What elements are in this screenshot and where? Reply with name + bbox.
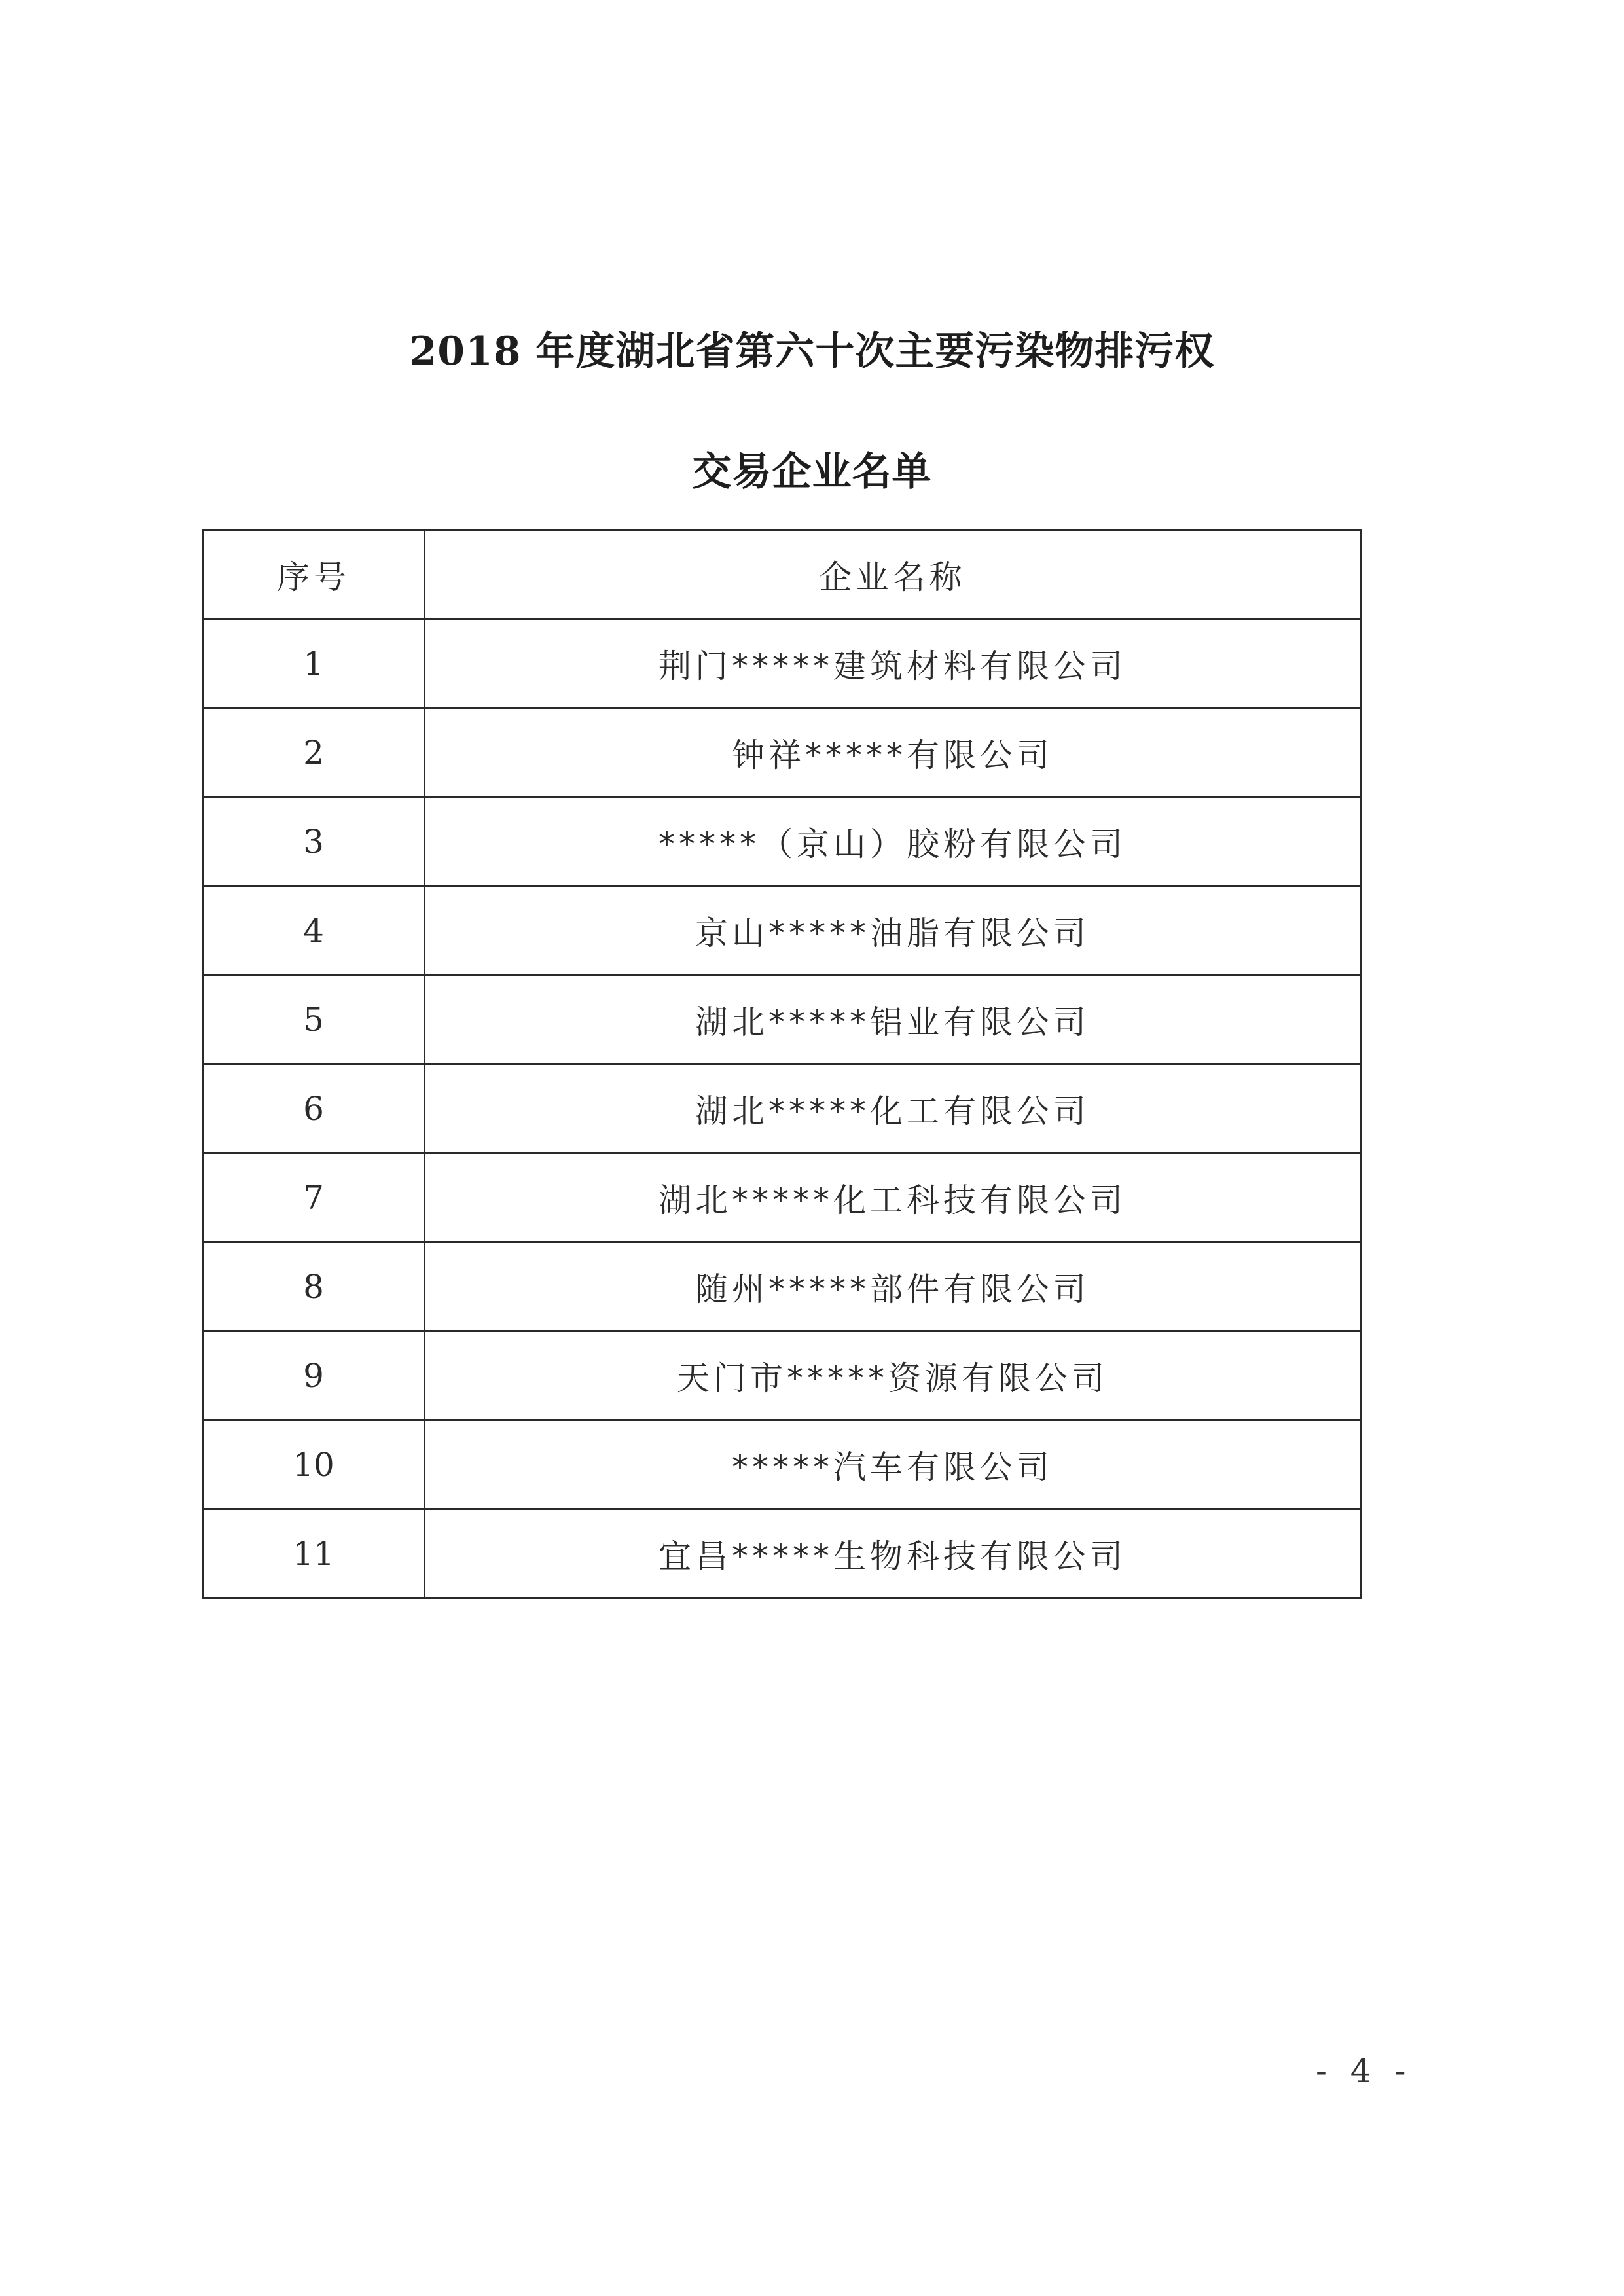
table-row — [203, 797, 1361, 886]
row-enterprise-name: 钟祥*****有限公司 — [425, 708, 1361, 797]
table-row — [203, 1242, 1361, 1331]
row-enterprise-name: 京山*****油脂有限公司 — [425, 886, 1361, 975]
row-enterprise-name: *****（京山）胶粉有限公司 — [425, 797, 1361, 886]
enterprise-list-table — [202, 529, 1362, 1599]
table-row — [203, 1064, 1361, 1153]
table-row — [203, 886, 1361, 975]
page-number: - 4 - — [1316, 2052, 1413, 2090]
row-serial-number: 3 — [203, 797, 425, 886]
row-serial-number: 6 — [203, 1064, 425, 1153]
row-enterprise-name: 随州*****部件有限公司 — [425, 1242, 1361, 1331]
row-serial-number: 4 — [203, 886, 425, 975]
table-row — [203, 1420, 1361, 1509]
row-serial-number: 10 — [203, 1420, 425, 1509]
table-row — [203, 708, 1361, 797]
table-row — [203, 1153, 1361, 1242]
table-row — [203, 1509, 1361, 1598]
row-enterprise-name: 荆门*****建筑材料有限公司 — [425, 619, 1361, 708]
row-serial-number: 11 — [203, 1509, 425, 1598]
row-serial-number: 8 — [203, 1242, 425, 1331]
row-enterprise-name: 湖北*****化工科技有限公司 — [425, 1153, 1361, 1242]
table-row — [203, 1331, 1361, 1420]
row-enterprise-name: 湖北*****铝业有限公司 — [425, 975, 1361, 1064]
table-row — [203, 975, 1361, 1064]
header-serial-number: 序号 — [203, 530, 425, 619]
row-serial-number: 1 — [203, 619, 425, 708]
row-enterprise-name: *****汽车有限公司 — [425, 1420, 1361, 1509]
row-serial-number: 7 — [203, 1153, 425, 1242]
row-enterprise-name: 天门市*****资源有限公司 — [425, 1331, 1361, 1420]
row-serial-number: 2 — [203, 708, 425, 797]
document-title-line-2: 交易企业名单 — [692, 449, 932, 495]
row-serial-number: 9 — [203, 1331, 425, 1420]
row-enterprise-name: 宜昌*****生物科技有限公司 — [425, 1509, 1361, 1598]
header-enterprise-name: 企业名称 — [425, 530, 1361, 619]
table-header-row — [203, 530, 1361, 619]
row-enterprise-name: 湖北*****化工有限公司 — [425, 1064, 1361, 1153]
table-row — [203, 619, 1361, 708]
row-serial-number: 5 — [203, 975, 425, 1064]
document-title-line-1: 2018 年度湖北省第六十次主要污染物排污权 — [409, 329, 1215, 374]
